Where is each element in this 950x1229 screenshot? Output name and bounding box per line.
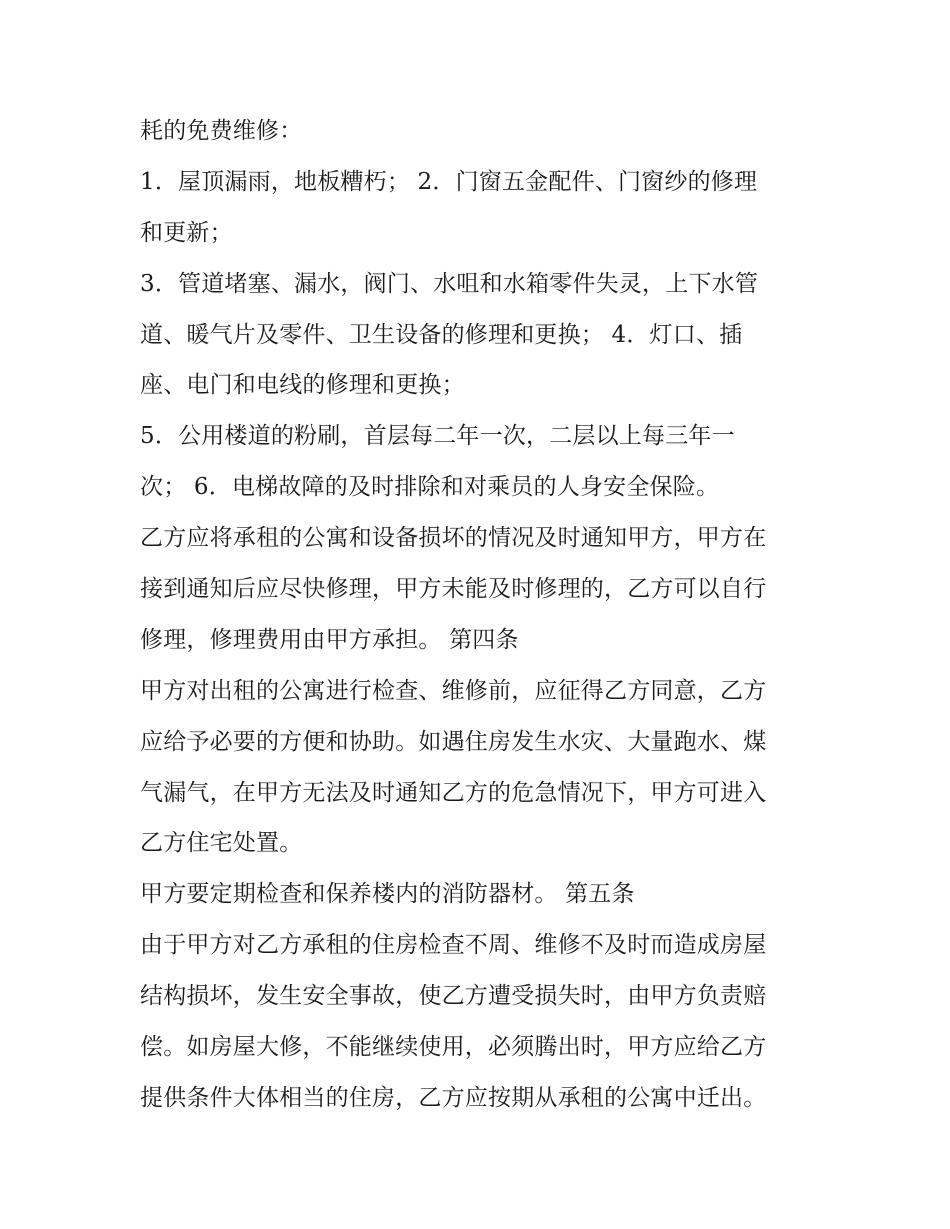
- text-line: 气漏气，在甲方无法及时通知乙方的危急情况下，甲方可进入: [140, 779, 767, 806]
- text-line: 偿。如房屋大修，不能继续使用，必须腾出时，甲方应给乙方: [140, 1034, 767, 1061]
- text-line: 3．管道堵塞、漏水，阀门、水咀和水箱零件失灵，上下水管: [140, 270, 759, 297]
- text-line: 和更新；: [140, 219, 233, 246]
- text-line: 耗的免费维修：: [140, 118, 303, 144]
- text-line: 1．屋顶漏雨，地板糟朽； 2．门窗五金配件、门窗纱的修理: [140, 168, 758, 195]
- text-line: 甲方要定期检查和保养楼内的消防器材。 第五条: [140, 881, 635, 908]
- text-line: 乙方住宅处置。: [140, 830, 303, 857]
- text-line: 道、暖气片及零件、卫生设备的修理和更换； 4．灯口、插: [140, 321, 743, 348]
- text-line: 乙方应将承租的公寓和设备损坏的情况及时通知甲方，甲方在: [140, 525, 767, 552]
- document-body: [140, 106, 820, 1124]
- text-line: 次； 6．电梯故障的及时排除和对乘员的人身安全保险。: [140, 474, 720, 501]
- text-line: 修理，修理费用由甲方承担。 第四条: [140, 626, 519, 653]
- text-line: 接到通知后应尽快修理，甲方未能及时修理的，乙方可以自行: [140, 576, 767, 603]
- text-line: 5．公用楼道的粉刷，首层每二年一次，二层以上每三年一: [140, 423, 735, 450]
- text-line: 甲方对出租的公寓进行检查、维修前，应征得乙方同意，乙方: [140, 677, 767, 704]
- text-line: 应给予必要的方便和协助。如遇住房发生水灾、大量跑水、煤: [140, 728, 767, 755]
- text-line: 结构损坏，发生安全事故，使乙方遭受损失时，由甲方负责赔: [140, 983, 767, 1010]
- text-line: 提供条件大体相当的住房，乙方应按期从承租的公寓中迁出。: [140, 1084, 767, 1111]
- text-line: 由于甲方对乙方承租的住房检查不周、维修不及时而造成房屋: [140, 932, 767, 959]
- text-line: 座、电门和电线的修理和更换；: [140, 372, 465, 399]
